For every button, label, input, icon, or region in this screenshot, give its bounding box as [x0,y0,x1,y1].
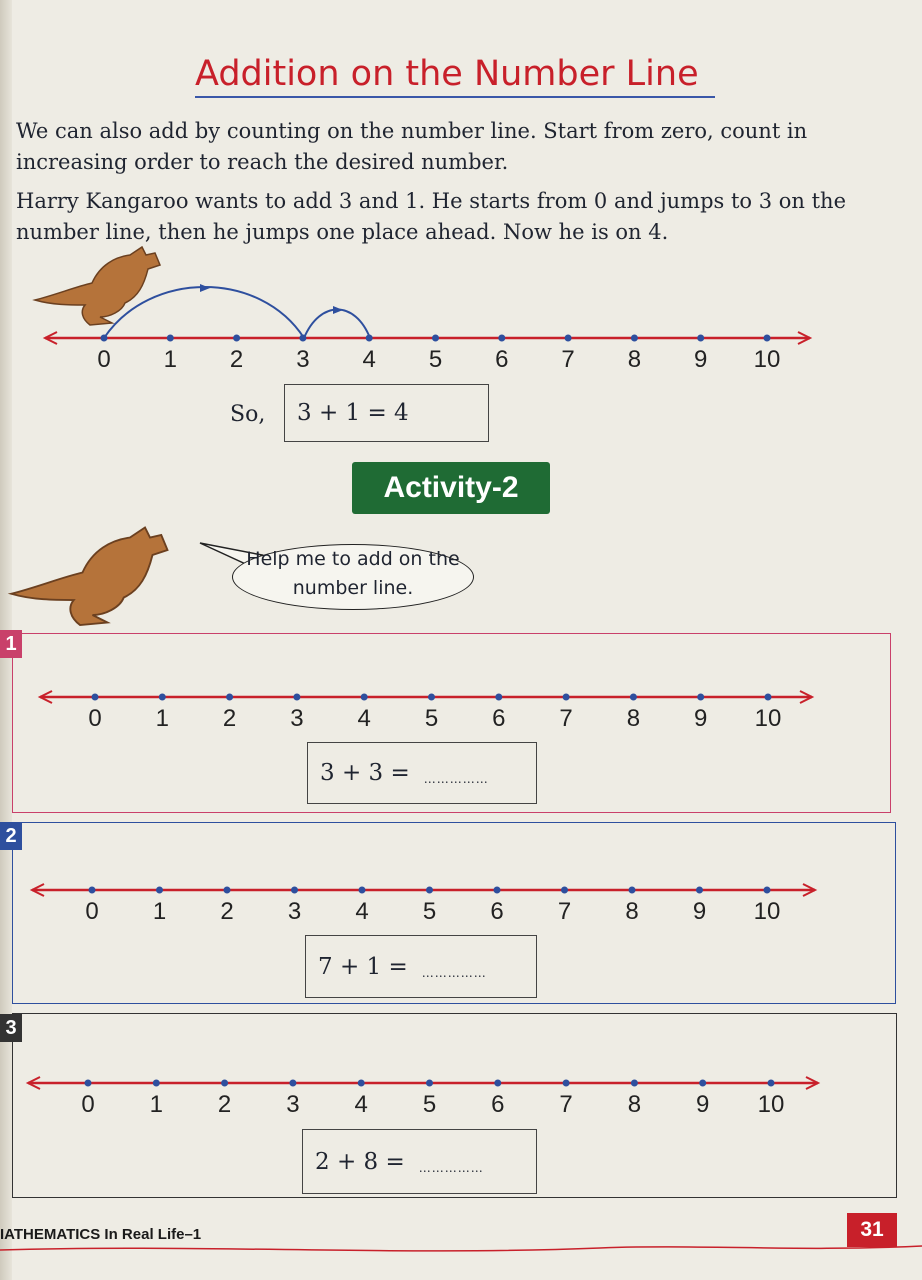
tick-label: 6 [490,898,504,925]
tick-label: 2 [217,1091,232,1118]
tick-label: 7 [557,898,572,925]
tick-label: 6 [492,705,506,732]
tick-label: 3 [290,705,304,732]
so-label: So, [230,402,266,427]
tick-label: 7 [561,346,575,373]
question-number-3: 3 [0,1014,22,1042]
tick-label: 5 [422,1091,437,1118]
answer-blank-1[interactable]: …………… [423,772,489,786]
tick-label: 8 [627,1091,642,1118]
activity-badge: Activity-2 [352,462,550,514]
tick-label: 2 [222,705,237,732]
tick-label: 1 [152,898,167,925]
question-3-expr: 2 + 8 = [315,1148,405,1175]
speech-bubble: Help me to add on the number line. [232,544,474,610]
tick-label: 8 [627,346,642,373]
kangaroo-paragraph: Harry Kangaroo wants to add 3 and 1. He starts from 0 and jumps to 3 on the number line, then he jumps one place ahead. Now he is on 4. [16,189,847,244]
footer-book-title: IATHEMATICS In Real Life–1 [0,1226,202,1243]
tick-label: 10 [757,1091,785,1118]
tick-label: 3 [296,346,310,373]
question-number-1: 1 [0,630,22,658]
page-number: 31 [847,1213,897,1247]
tick-label: 10 [754,705,782,732]
tick-label: 4 [355,898,369,925]
tick-label: 2 [220,898,234,925]
tick-label: 3 [287,898,302,925]
answer-blank-3[interactable]: …………… [418,1160,484,1175]
answer-blank-2[interactable]: …………… [421,965,487,980]
tick-label: 1 [155,705,169,732]
tick-label: 4 [354,1091,368,1118]
tick-label: 5 [428,346,443,373]
tick-label: 0 [81,1091,95,1118]
tick-label: 9 [692,898,707,925]
tick-label: 10 [753,898,781,925]
intro-paragraph: We can also add by counting on the number line. Start from zero, count in increasing order to reach the desired number. [16,119,808,174]
tick-label: 1 [149,1091,163,1118]
tick-label: 0 [97,346,111,373]
tick-label: 4 [357,705,371,732]
tick-label: 8 [626,705,641,732]
tick-label: 7 [559,705,573,732]
tick-label: 9 [696,1091,710,1118]
tick-label: 5 [422,898,437,925]
tick-label: 6 [495,346,509,373]
tick-label: 1 [163,346,177,373]
tick-label: 0 [88,705,102,732]
tick-label: 2 [229,346,244,373]
tick-label: 10 [753,346,781,373]
tick-label: 4 [362,346,376,373]
tick-label: 6 [491,1091,505,1118]
tick-label: 0 [85,898,99,925]
question-1-expr: 3 + 3 = [320,760,410,786]
tick-label: 5 [424,705,439,732]
example-equation: 3 + 1 = 4 [284,384,489,442]
question-number-2: 2 [0,822,22,850]
tick-label: 7 [559,1091,573,1118]
tick-label: 9 [694,346,708,373]
tick-label: 3 [286,1091,300,1118]
question-2-expr: 7 + 1 = [318,953,408,980]
page-title: Addition on the Number Line [195,54,715,98]
tick-label: 9 [694,705,708,732]
tick-label: 8 [625,898,639,925]
